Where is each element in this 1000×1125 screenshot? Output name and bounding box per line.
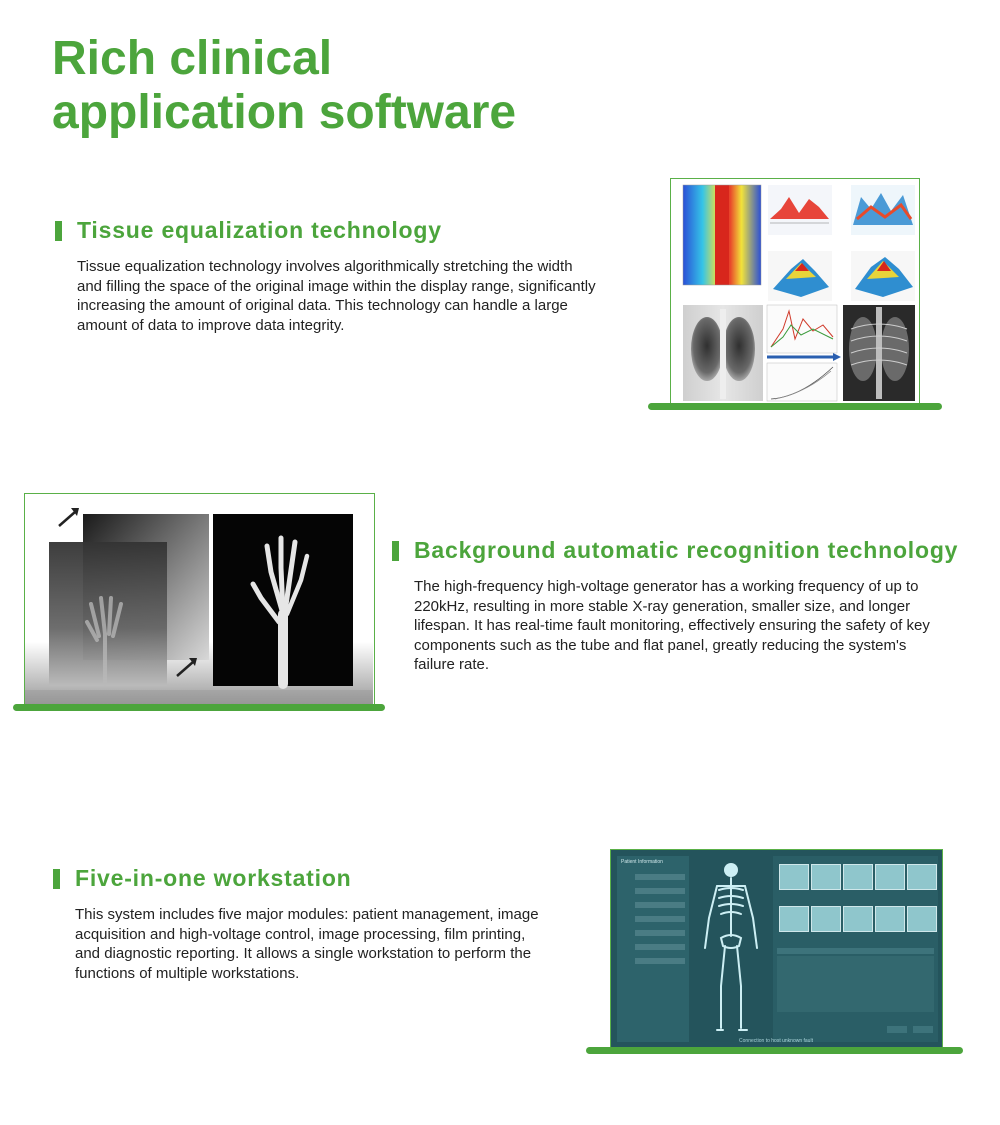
section-heading-text: Background automatic recognition technology (414, 537, 959, 563)
section-body-background (414, 577, 930, 675)
form-field (635, 874, 685, 880)
patient-panel-title: Patient Information (621, 859, 663, 865)
figure-base-bar (13, 704, 385, 711)
protocol-thumbnail[interactable] (779, 864, 809, 890)
form-field (635, 930, 685, 936)
body-line: functions of multiple workstations. (75, 964, 300, 982)
action-button[interactable] (913, 1026, 933, 1033)
protocol-thumbnail[interactable] (875, 906, 905, 932)
form-field (635, 902, 685, 908)
page-title-line-2: application software (52, 86, 517, 139)
body-line: and filling the space of the original image within the display range, significantly (77, 277, 596, 295)
section-body-tissue (77, 257, 596, 335)
exam-list (777, 956, 934, 1012)
protocol-thumbnail[interactable] (907, 906, 937, 932)
section-body-workstation (75, 905, 539, 983)
hand-xray-figure (24, 493, 375, 707)
form-field (635, 958, 685, 964)
protocol-thumbnail[interactable] (843, 864, 873, 890)
form-field (635, 944, 685, 950)
section-heading-tissue (55, 217, 442, 244)
figure-base-bar (648, 403, 942, 410)
section-heading-workstation (53, 865, 352, 892)
action-button[interactable] (887, 1026, 907, 1033)
workstation-screenshot (610, 849, 943, 1048)
list-header (777, 948, 934, 954)
form-field (635, 888, 685, 894)
status-text: Connection to host unknown fault (739, 1038, 813, 1044)
body-line: The high-frequency high-voltage generator has a working frequency of up to (414, 578, 919, 595)
protocol-thumbnail[interactable] (907, 864, 937, 890)
body-line: acquisition and high-voltage control, image processing, film printing, (75, 925, 526, 943)
body-line: lifespan. It has real-time fault monitoring, effectively ensuring the safety of key (414, 617, 930, 634)
body-line: and diagnostic reporting. It allows a single workstation to perform the (75, 945, 532, 962)
form-field (635, 916, 685, 922)
body-line: 220kHz, resulting in more stable X-ray generation, smaller size, and longer (414, 597, 911, 615)
heading-bar-icon (53, 869, 60, 889)
body-line: failure rate. (414, 656, 490, 673)
skeleton-icon (691, 856, 771, 1042)
patient-form-panel (617, 856, 689, 1042)
section-heading-text: Tissue equalization technology (77, 217, 442, 243)
body-line: amount of data to improve data integrity. (77, 316, 345, 334)
protocol-thumbnail[interactable] (875, 864, 905, 890)
protocol-thumbnail[interactable] (843, 906, 873, 932)
protocol-thumbnail[interactable] (811, 864, 841, 890)
section-heading-text: Five-in-one workstation (75, 865, 352, 891)
heading-bar-icon (55, 221, 62, 241)
page-title-line-1: Rich clinical (52, 32, 333, 85)
body-line: This system includes five major modules: patient management, image (75, 906, 539, 923)
body-line: increasing the amount of original data. This technology can handle a large (77, 297, 568, 314)
heading-bar-icon (392, 541, 399, 561)
protocol-thumbnail[interactable] (811, 906, 841, 932)
figure-base-bar (586, 1047, 963, 1054)
body-line: Tissue equalization technology involves algorithmically stretching the width (77, 258, 573, 275)
section-heading-background (392, 537, 958, 564)
protocol-thumbnail[interactable] (779, 906, 809, 932)
tissue-equalization-figure (670, 178, 920, 406)
protocol-panel (773, 856, 938, 1042)
body-line: components such as the tube and flat panel, greatly reducing the system's (414, 636, 907, 654)
page-title (52, 32, 516, 140)
